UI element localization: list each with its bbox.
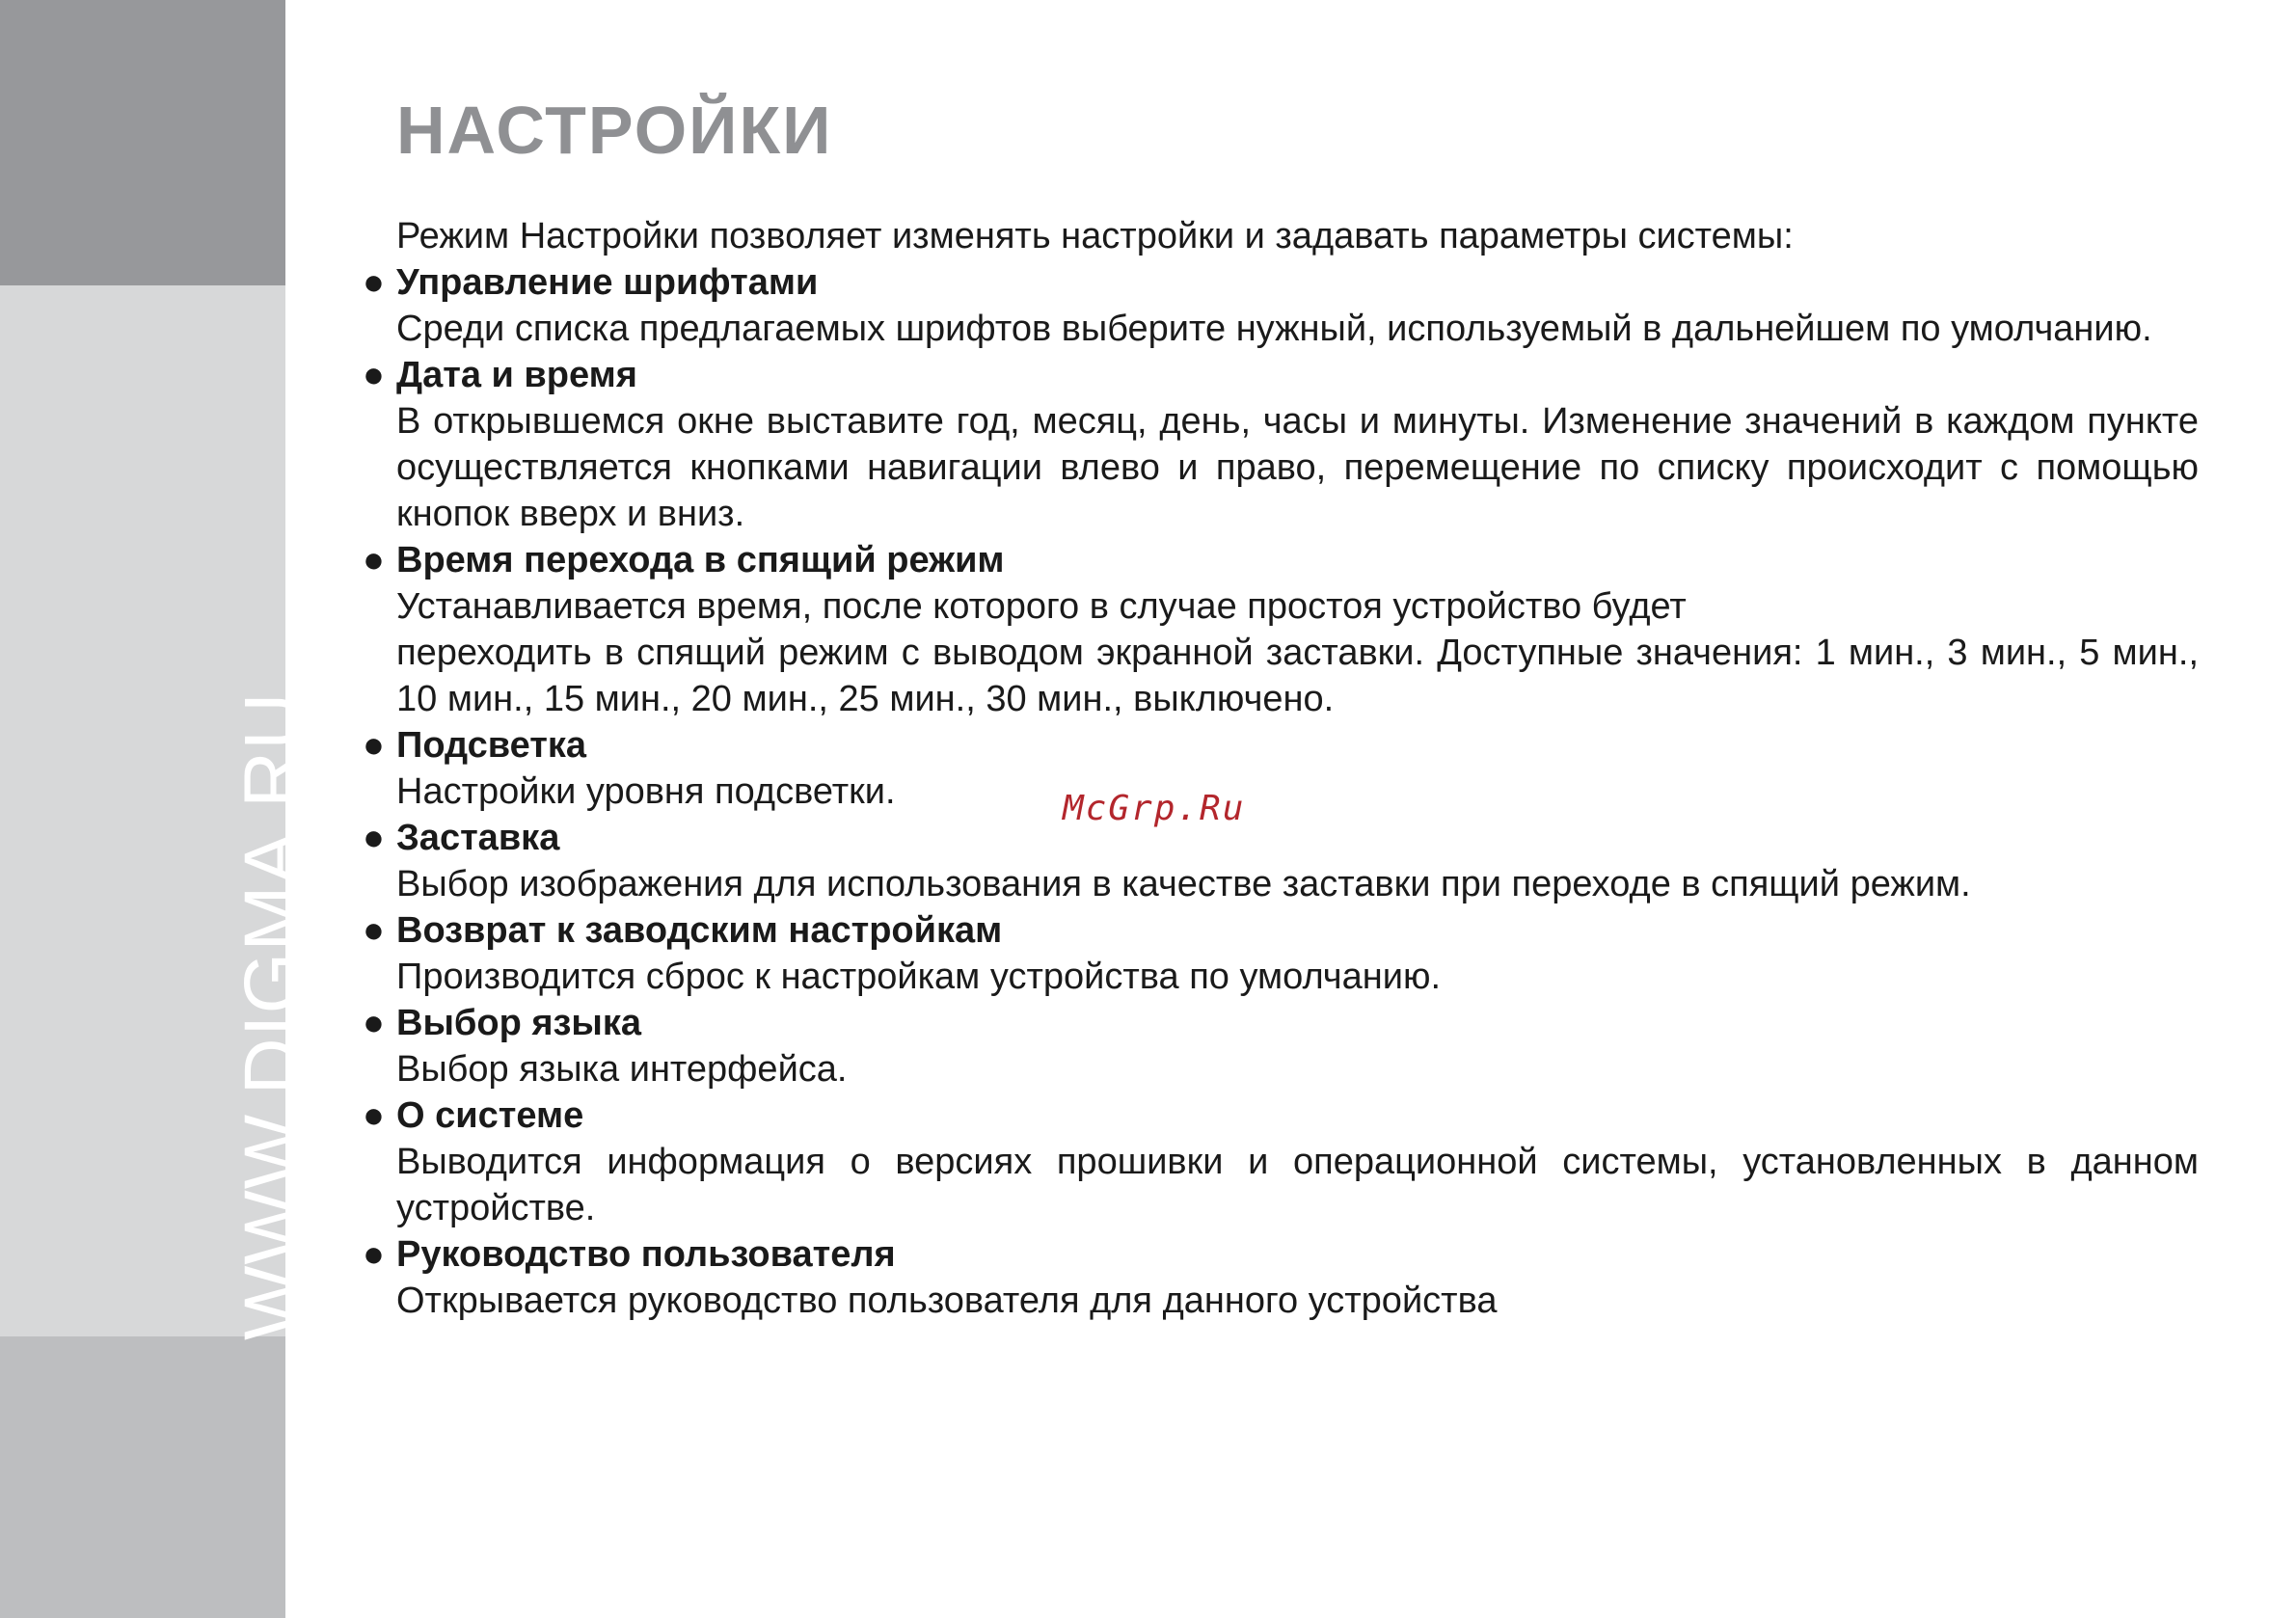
list-item-title [363, 722, 2199, 769]
list-item-title-text: Управление шрифтами [396, 262, 819, 303]
list-item [363, 1092, 2199, 1231]
list-item [363, 1000, 2199, 1092]
list-item-description: Настройки уровня подсветки. [396, 771, 896, 812]
list-item-title-text: Выбор языка [396, 1003, 642, 1043]
list-item-description: переходить в спящий режим с выводом экранной заставки. Доступные значения: 1 мин., 3 мин., 5 мин., 10 мин., 15 мин., 20 мин., 25 мин., 30 мин., выключено. [396, 633, 2199, 719]
list-item-title [363, 352, 2199, 398]
list-item-title [363, 907, 2199, 954]
list-item-title-text: Возврат к заводским настройкам [396, 910, 1003, 951]
page-title: НАСТРОЙКИ [396, 93, 833, 168]
sidebar-top-block [0, 0, 285, 285]
list-item [363, 259, 2199, 352]
list-item-description: Выбор изображения для использования в качестве заставки при переходе в спящий режим. [396, 864, 1971, 904]
bullet-icon: ● [363, 1003, 385, 1043]
bullet-icon: ● [363, 1095, 385, 1136]
list-item-title [363, 815, 2199, 861]
settings-list [363, 259, 2199, 1324]
bullet-icon: ● [363, 818, 385, 858]
bullet-icon: ● [363, 540, 385, 580]
settings-description [363, 213, 2199, 1324]
list-item [363, 1231, 2199, 1324]
list-item-description: Выводится информация о версиях прошивки и операционной системы, установленных в данном устройстве. [396, 1142, 2199, 1228]
list-item-title-text: Дата и время [396, 355, 637, 395]
list-item [363, 907, 2199, 1000]
list-item-title-text: Время перехода в спящий режим [396, 540, 1005, 580]
list-item-title [363, 1092, 2199, 1139]
list-item-title [363, 537, 2199, 583]
list-item-description: Устанавливается время, после которого в случае простоя устройство будет [396, 586, 1687, 627]
list-item-title [363, 259, 2199, 306]
list-item-description: Открывается руководство пользователя для данного устройства [396, 1281, 1498, 1321]
list-item-title-text: Заставка [396, 818, 560, 858]
list-item-title-text: О системе [396, 1095, 584, 1136]
list-item [363, 815, 2199, 907]
list-item [363, 537, 2199, 722]
list-item-title-text: Руководство пользователя [396, 1234, 896, 1275]
list-item [363, 352, 2199, 537]
list-item-description: В открывшемся окне выставите год, месяц, день, часы и минуты. Изменение значений в каждом пункте осуществляется кнопками навигации влево и право, перемещение по списку происходит с помощью кнопок вверх и вниз. [396, 401, 2199, 534]
list-item-title-text: Подсветка [396, 725, 587, 766]
bullet-icon: ● [363, 910, 385, 951]
list-item-title [363, 1000, 2199, 1046]
list-item-title [363, 1231, 2199, 1278]
watermark: McGrp.Ru [1063, 789, 1246, 828]
list-item-description: Производится сброс к настройкам устройства по умолчанию. [396, 957, 1441, 997]
list-item-description: Среди списка предлагаемых шрифтов выберите нужный, используемый в дальнейшем по умолчанию. [396, 309, 2152, 349]
bullet-icon: ● [363, 355, 385, 395]
bullet-icon: ● [363, 1234, 385, 1275]
intro-text: Режим Настройки позволяет изменять настройки и задавать параметры системы: [396, 216, 1794, 256]
bullet-icon: ● [363, 262, 385, 303]
list-item-description: Выбор языка интерфейса. [396, 1049, 848, 1090]
sidebar [0, 0, 316, 1618]
bullet-icon: ● [363, 725, 385, 766]
list-item [363, 722, 2199, 815]
sidebar-website-url: WWW.DIGMA.RU [229, 691, 316, 1340]
